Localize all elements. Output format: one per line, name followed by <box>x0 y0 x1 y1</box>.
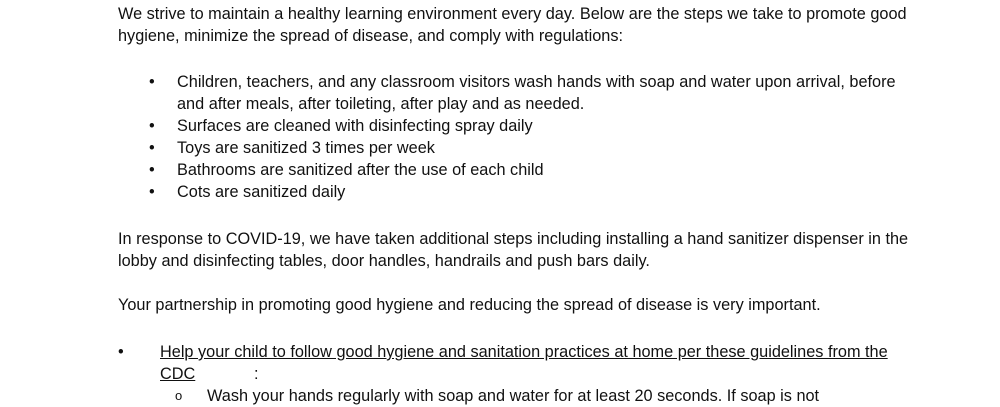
list-item-text: Children, teachers, and any classroom visitors wash hands with soap and water upon arrival, before and after meals, after toileting, after play and as needed. <box>177 73 896 113</box>
list-item-text: Cots are sanitized daily <box>177 183 346 201</box>
hygiene-steps-list <box>118 71 918 203</box>
list-item <box>118 181 918 203</box>
bullet-icon: • <box>149 73 155 91</box>
list-item-text: Surfaces are cleaned with disinfecting spray daily <box>177 117 533 135</box>
bullet-icon: • <box>149 117 155 135</box>
bullet-icon: • <box>118 343 124 361</box>
list-item <box>118 71 918 115</box>
intro-paragraph: We strive to maintain a healthy learning environment every day. Below are the steps we take to promote good hygiene, minimize the spread of disease, and comply with regulations: <box>118 5 907 45</box>
sub-bullet-icon: o <box>175 388 183 403</box>
list-item <box>118 159 918 181</box>
list-item-text: Bathrooms are sanitized after the use of each child <box>177 161 544 179</box>
bullet-icon: • <box>149 183 155 201</box>
list-item <box>118 115 918 137</box>
cdc-guidelines-link[interactable] <box>160 341 900 385</box>
cdc-guidelines-link-text: Help your child to follow good hygiene and sanitation practices at home per these guidelines from the CDC <box>160 343 888 383</box>
bullet-icon: • <box>149 161 155 179</box>
list-item <box>118 137 918 159</box>
partnership-paragraph: Your partnership in promoting good hygiene and reducing the spread of disease is very important. <box>118 296 821 314</box>
guideline-colon: : <box>254 365 259 383</box>
list-item-text: Toys are sanitized 3 times per week <box>177 139 435 157</box>
bullet-icon: • <box>149 139 155 157</box>
cdc-sub-item-text: Wash your hands regularly with soap and water for at least 20 seconds. If soap is not <box>207 387 820 405</box>
covid-paragraph: In response to COVID-19, we have taken additional steps including installing a hand sanitizer dispenser in the lobby and disinfecting tables, door handles, handrails and push bars daily. <box>118 230 909 270</box>
